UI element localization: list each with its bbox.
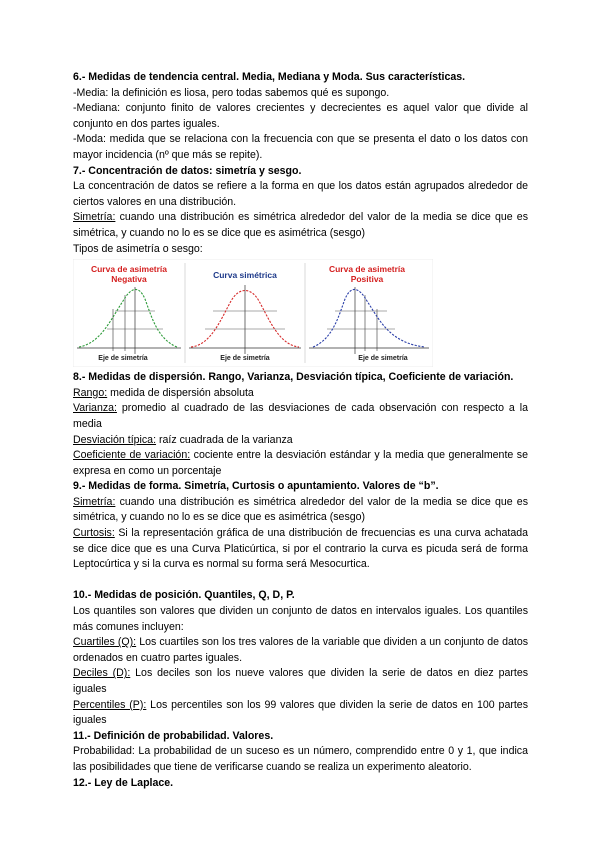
simetria-definition-2 (73, 495, 528, 526)
percentiles-text: Los percentiles son los 99 valores que dividen la serie de datos en 100 partes iguales (73, 698, 528, 727)
panel-negativa-title-2: Negativa (111, 274, 147, 285)
probabilidad-definition: Probabilidad: La probabilidad de un suceso es un número, comprendido entre 0 y 1, que indica las posibilidades que tiene de verificarse cuando se realiza un experimento aleatorio. (73, 745, 528, 773)
section-9-heading: 9.- Medidas de forma. Simetría, Curtosis o apuntamiento. Valores de “b”. (73, 480, 439, 493)
desviacion-text: raíz cuadrada de la varianza (156, 433, 293, 446)
rango-text: medida de dispersión absoluta (107, 386, 254, 399)
asymmetry-figure-svg (73, 259, 433, 367)
simetria-text: cuando una distribución es simétrica alrededor del valor de la media se dice que es simétrica, y cuando no lo es se dice que es asimétrica (sesgo) (73, 211, 528, 239)
rango-term: Rango: (73, 386, 108, 399)
spacer (73, 573, 528, 589)
panel-positiva-title-1: Curva de asimetría (328, 264, 406, 275)
percentiles-definition (73, 698, 528, 729)
deciles-term: Deciles (D): (73, 667, 131, 680)
section-7-heading: 7.- Concentración de datos: simetría y sesgo. (73, 164, 302, 177)
concentracion-intro: La concentración de datos se refiere a la forma en que los datos están agrupados alrededor de ciertos valores en una distribución. (73, 180, 528, 208)
varianza-definition (73, 401, 528, 432)
document-page (73, 70, 528, 791)
coeficiente-text: cociente entre la desviación estándar y la media que generalmente se expresa en como un porcentaje (73, 449, 528, 477)
section-12-heading: 12.- Ley de Laplace. (73, 776, 174, 789)
deciles-text: Los deciles son los nueve valores que dividen la serie de datos en diez partes iguales (73, 667, 529, 695)
rango-definition (73, 386, 528, 402)
axis-label-2: Eje de simetría (220, 355, 270, 363)
coeficiente-definition (73, 448, 528, 479)
simetria-definition (73, 210, 528, 241)
cuartiles-definition (73, 635, 528, 666)
simetria-text-2: cuando una distribución es simétrica alrededor del valor de la media se dice que es simétrica, y cuando no lo es se dice que es asimétrica (sesgo) (73, 495, 528, 524)
cuartiles-term: Cuartiles (Q): (73, 636, 137, 649)
desviacion-definition (73, 433, 528, 449)
curtosis-definition (73, 526, 528, 573)
coeficiente-term: Coeficiente de variación: (73, 449, 191, 462)
deciles-definition (73, 666, 528, 697)
curtosis-term: Curtosis: (73, 527, 115, 540)
tipos-asimetria-label: Tipos de asimetría o sesgo: (73, 242, 203, 255)
moda-definition: -Moda: medida que se relaciona con la frecuencia con que se presenta el dato o los datos con mayor incidencia (nº que más se repite). (73, 133, 528, 161)
asymmetry-figure (73, 259, 433, 367)
section-8-heading: 8.- Medidas de dispersión. Rango, Varianza, Desviación típica, Coeficiente de variación. (73, 371, 514, 384)
cuartiles-text: Los cuartiles son los tres valores de la variable que dividen a un conjunto de datos ordenados en cuatro partes iguales. (73, 636, 529, 664)
mediana-definition: -Mediana: conjunto finito de valores crecientes y decrecientes es aquel valor que divide al conjunto en dos partes iguales. (73, 102, 528, 130)
desviacion-term: Desviación típica: (73, 433, 157, 446)
axis-label-1: Eje de simetría (98, 355, 148, 363)
percentiles-term: Percentiles (P): (73, 698, 147, 711)
simetria-term: Simetría: (73, 211, 116, 224)
section-6-heading: 6.- Medidas de tendencia central. Media, Mediana y Moda. Sus características. (73, 71, 466, 83)
section-11-heading: 11.- Definición de probabilidad. Valores. (73, 729, 274, 742)
quantiles-intro: Los quantiles son valores que dividen un conjunto de datos en intervalos iguales. Los quantiles más comunes incluyen: (73, 605, 528, 633)
curtosis-text: Si la representación gráfica de una distribución de frecuencias es una curva achatada se dice dice que es una Curva Platicúrtica, si por el contrario la curva es picuda será de forma Leptocúrtica y si la curva es normal su forma será Mesocurtica. (73, 527, 528, 571)
media-definition: -Media: la definición es liosa, pero todas sabemos qué es supongo. (73, 86, 390, 99)
varianza-text: promedio al cuadrado de las desviaciones de cada observación con respecto a la media (73, 402, 528, 430)
simetria-term-2: Simetría: (73, 495, 116, 508)
panel-negativa-title-1: Curva de asimetría (90, 264, 168, 275)
panel-positiva-title-2: Positiva (350, 274, 384, 285)
section-10-heading: 10.- Medidas de posición. Quantiles, Q, D, P. (73, 589, 295, 602)
axis-label-3: Eje de simetría (358, 355, 408, 363)
panel-simetrica-title: Curva simétrica (213, 270, 277, 281)
varianza-term: Varianza: (73, 402, 117, 415)
